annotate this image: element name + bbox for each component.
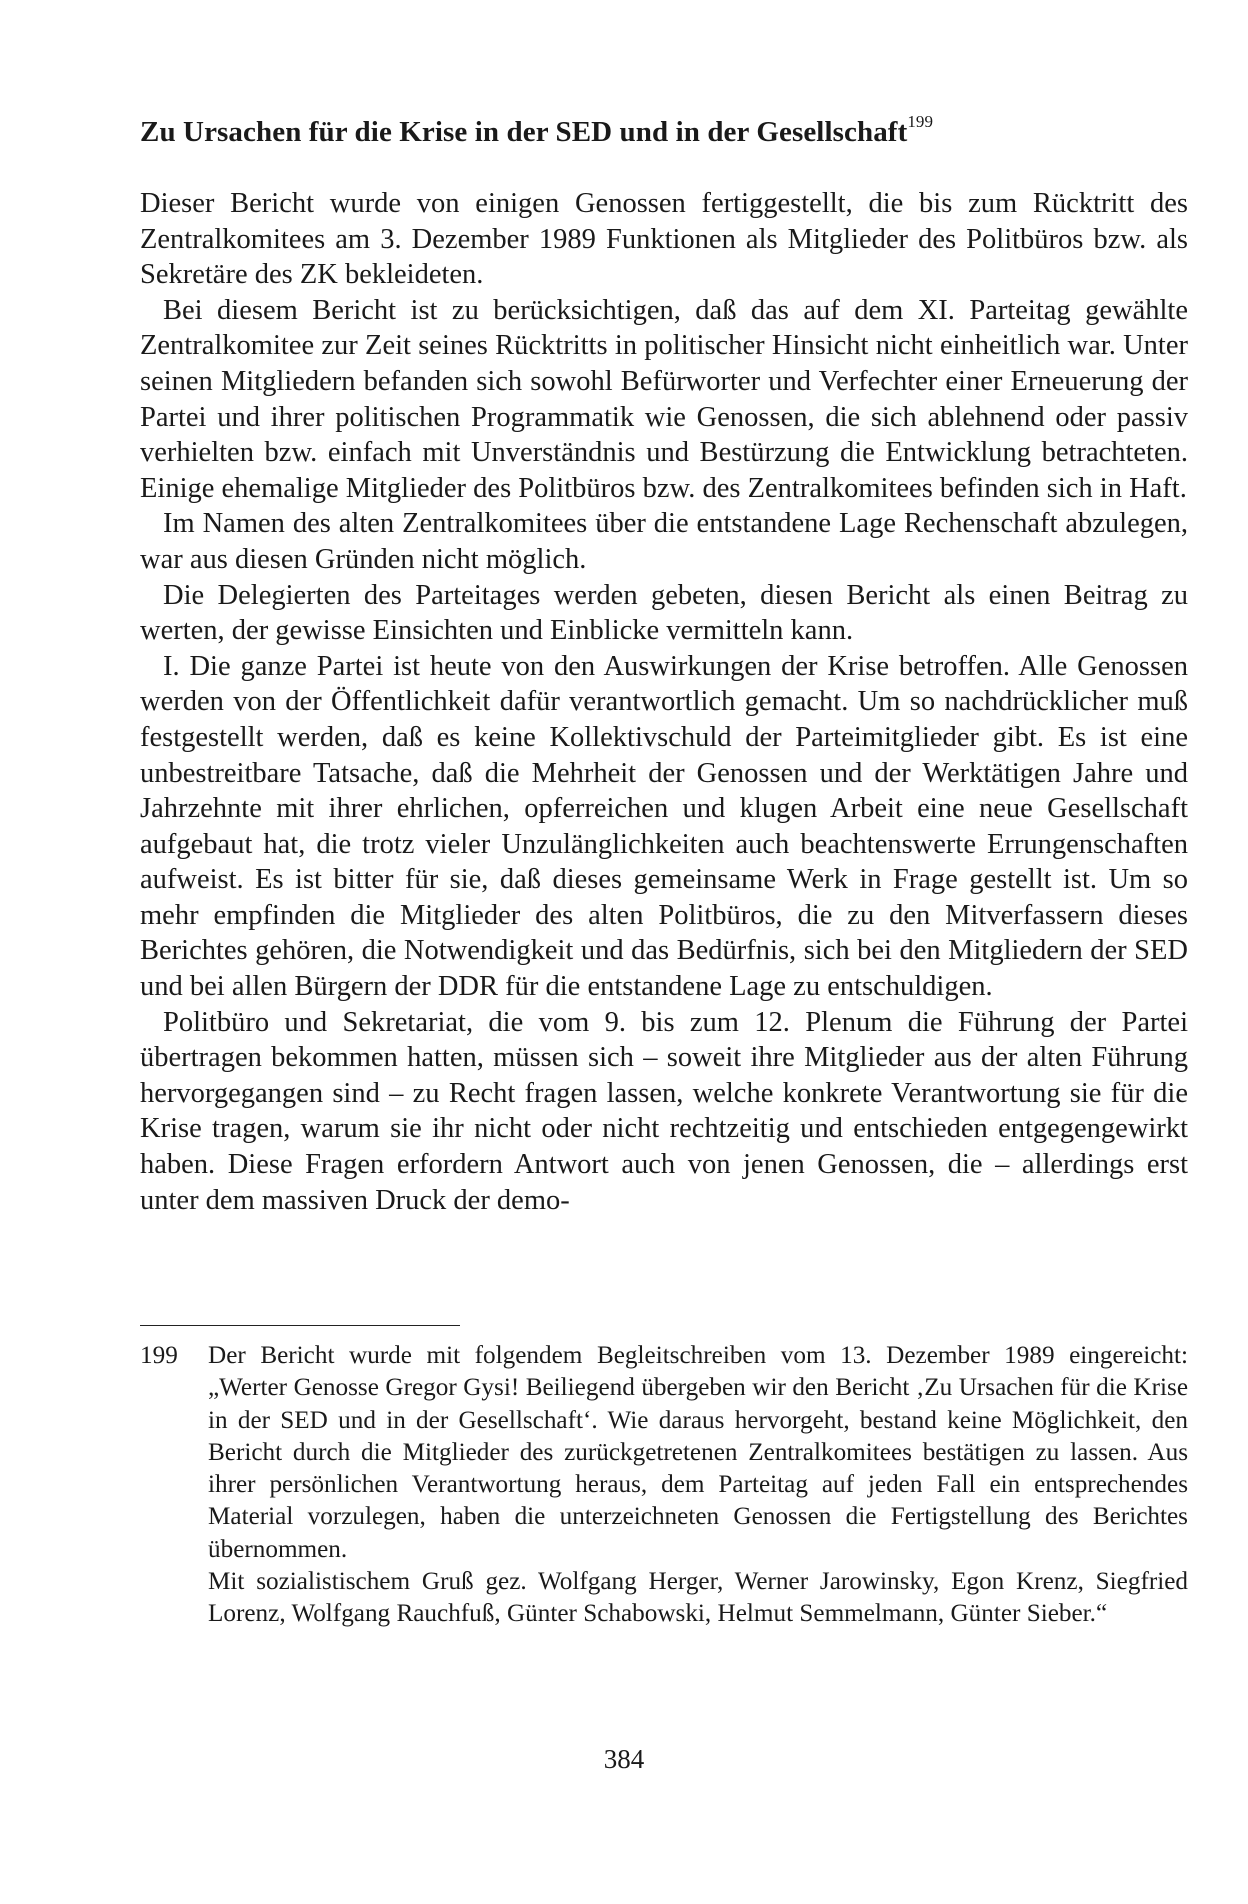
footnote-number: 199 [140, 1342, 178, 1369]
footnote [140, 1340, 1188, 1631]
paragraph: Die Delegierten des Parteitages werden gebeten, diesen Bericht als einen Beitrag zu werten, der gewisse Einsichten und Einblicke vermitteln kann. [140, 579, 1188, 647]
section-heading-text: Zu Ursachen für die Krise in der SED und in der Gesellschaft [140, 116, 908, 148]
body-text [140, 186, 1188, 1218]
footnote-closing: Mit sozialistischem Gruß gez. Wolfgang Herger, Werner Jarowinsky, Egon Krenz, Siegfried Lorenz, Wolfgang Rauchfuß, Günter Schabowski, Helmut Semmelmann, Günter Sieber.“ [208, 1568, 1188, 1628]
paragraph: Bei diesem Bericht ist zu berücksichtigen, daß das auf dem XI. Parteitag gewählte Zentralkomitee zur Zeit seines Rücktritts in politischer Hinsicht nicht einheitlich war. Unter seinen Mitgliedern befanden sich sowohl Befürworter und Verfechter einer Erneuerung der Partei und ihrer politischen Programmatik wie Genossen, die sich ablehnend oder passiv verhielten bzw. einfach mit Unverständnis und Bestürzung die Entwicklung betrachteten. Einige ehemalige Mitglieder des Politbüros bzw. des Zentralkomitees befinden sich in Haft. [140, 294, 1188, 504]
footnote-separator [140, 1325, 460, 1326]
paragraph: Dieser Bericht wurde von einigen Genossen fertiggestellt, die bis zum Rücktritt des Zentralkomitees am 3. Dezember 1989 Funktionen als Mitglieder des Politbüros bzw. als Sekretäre des ZK bekleideten. [140, 188, 1188, 291]
footnote-reference[interactable]: 199 [907, 112, 934, 131]
paragraph: I. Die ganze Partei ist heute von den Auswirkungen der Krise betroffen. Alle Genossen werden von der Öffentlichkeit dafür verantwortlich gemacht. Um so nachdrücklicher muß festgestellt werden, daß es keine Kollektivschuld der Parteimitglieder gibt. Es ist eine unbestreitbare Tatsache, daß die Mehrheit der Genossen und der Werktätigen Jahre und Jahrzehnte mit ihrer ehrlichen, opferreichen und klugen Arbeit eine neue Gesellschaft aufgebaut hat, die trotz vieler Unzulänglichkeiten auch beachtenswerte Errungenschaften aufweist. Es ist bitter für sie, daß dieses gemeinsame Werk in Frage gestellt ist. Um so mehr empfinden die Mitglieder des alten Politbüros, die zu den Mitverfassern dieses Berichtes gehören, die Notwendigkeit und das Bedürfnis, sich bei den Mitgliedern der SED und bei allen Bürgern der DDR für die entstandene Lage zu entschuldigen. [140, 650, 1188, 1003]
section-heading [140, 112, 1120, 152]
page-number: 384 [603, 1744, 645, 1774]
footnote-body [208, 1340, 1188, 1631]
footnote-text: Der Bericht wurde mit folgendem Begleitschreiben vom 13. Dezember 1989 eingereicht: „Werter Genosse Gregor Gysi! Beiliegend übergeben wir den Bericht ‚Zu Ursachen für die Krise in der SED und in der Gesellschaft‘. Wie daraus hervorgeht, bestand keine Möglichkeit, den Bericht durch die Mitglieder des zurückgetretenen Zentralkomitees bestätigen zu lassen. Aus ihrer persönlichen Verantwortung heraus, dem Parteitag auf jeden Fall ein entsprechendes Material vorzulegen, haben die unterzeichneten Genossen die Fertigstellung des Berichtes übernommen. [208, 1342, 1188, 1563]
paragraph: Politbüro und Sekretariat, die vom 9. bis zum 12. Plenum die Führung der Partei übertragen bekommen hatten, müssen sich – soweit ihre Mitglieder aus der alten Führung hervorgegangen sind – zu Recht fragen lassen, welche konkrete Verantwortung sie für die Krise tragen, warum sie ihr nicht oder nicht rechtzeitig und entschieden entgegengewirkt haben. Diese Fragen erfordern Antwort auch von jenen Genossen, die – allerdings erst unter dem massiven Druck der demo- [140, 1006, 1188, 1216]
paragraph: Im Namen des alten Zentralkomitees über die entstandene Lage Rechenschaft abzulegen, war aus diesen Gründen nicht möglich. [140, 508, 1188, 575]
